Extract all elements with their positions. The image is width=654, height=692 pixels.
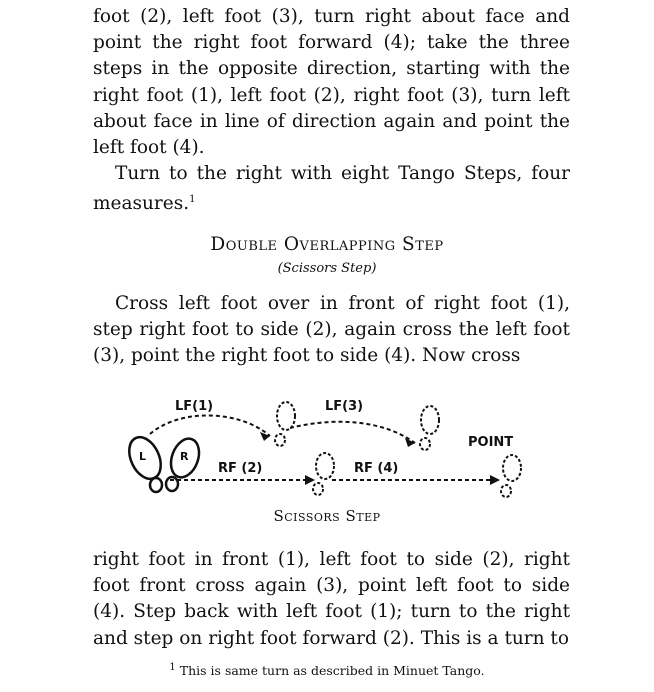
section-subheading: (Scissors Step)	[277, 261, 377, 276]
label-lf1: LF(1)	[175, 399, 214, 414]
path-lf1	[150, 415, 270, 436]
paragraph-tango-turn: foot (2), left foot (3), turn right about face and point the right foot forward (4); take the three steps in the opposite direction, starting with the right foot (1), left foot (2), right foot (3), turn left about face in line of direction again and point the left foot (4).	[93, 6, 570, 159]
label-rf2: RF (2)	[218, 461, 263, 476]
start-left-foot-icon	[123, 432, 167, 492]
arrow-rf2-icon	[305, 475, 315, 485]
scissors-step-diagram	[110, 388, 530, 506]
arrow-rf4-icon	[490, 475, 500, 485]
paragraph-turn-right-text: Turn to the right with eight Tango Steps, four measures.	[93, 163, 570, 215]
label-rf4: RF (4)	[354, 461, 399, 476]
left-foot-step1-icon	[275, 402, 295, 446]
right-foot-step2-icon	[313, 453, 334, 495]
paragraph-cross-left-foot: Cross left foot over in front of right foot (1), step right foot to side (2), again cross the left foot (3), point the right foot to side (4). Now cross	[93, 293, 570, 367]
arrow-lf3-icon	[405, 438, 415, 447]
left-foot-letter: L	[139, 450, 147, 463]
label-point: POINT	[468, 435, 514, 450]
section-heading: Double Overlapping Step	[210, 234, 444, 255]
label-lf3: LF(3)	[325, 399, 364, 414]
right-foot-point-icon	[501, 455, 521, 497]
footnote-marker: 1	[189, 194, 196, 206]
arrow-lf1-icon	[260, 432, 270, 441]
diagram-caption: Scissors Step	[273, 507, 381, 525]
path-lf3	[290, 422, 415, 443]
start-right-foot-icon	[166, 435, 204, 491]
paragraph-turn-right	[93, 161, 570, 218]
footnote-text: This is same turn as described in Minuet Tango.	[179, 663, 485, 679]
footnote-number: 1	[169, 662, 176, 673]
left-foot-step3-icon	[420, 406, 439, 450]
paragraph-right-foot-front: right foot in front (1), left foot to side (2), right foot front cross again (3), point left foot to side (4). Step back with left foot (1); turn to the right and step on right foot forward (2). This is a turn to	[93, 549, 570, 649]
right-foot-letter: R	[180, 450, 189, 463]
footnote	[0, 662, 654, 678]
